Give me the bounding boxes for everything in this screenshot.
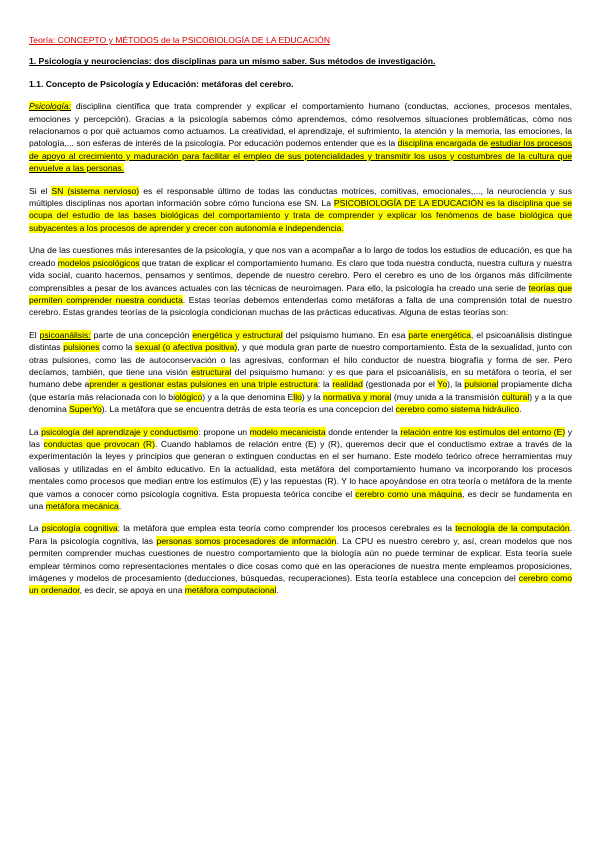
highlight: metáfora mecánica — [45, 501, 119, 511]
highlight: PSICOBIOLOGÍA DE LA EDUCACIÓN es la disciplina que se ocupa del estudio de las bases biológicas del comportamiento y trata de comprender y explicar los fenómenos de base biológica que subyacentes a los procesos de aprender y crecer con autonomía e independencia. — [29, 198, 572, 233]
text: ). La metáfora que se encuentra detrás de esta teoría es una concepcion del — [101, 404, 396, 415]
highlight: cerebro como un ordenador — [29, 573, 572, 596]
text: ), la — [447, 379, 465, 390]
text: y las — [29, 426, 573, 449]
highlight: modelos psicológicos — [57, 257, 140, 268]
highlight: ológico — [174, 391, 203, 402]
document-page — [29, 34, 572, 607]
text: disciplina científica que trata comprender y explicar el comportamiento humano (conductas, acciones, procesos mentales, emociones y percepción). Gracias a la psicología sabemos cómo aprendemos, cómo resolvemos situaciones problemáticas, cómo nos relacionamos o por qué actuamos como actuamos. La creatividad, el aprendizaje, el sufrimiento, la atención y la memoria, las emociones, la patología,... son esferas de interés de la psicología. Por educación podemos entender que es la — [29, 101, 572, 149]
highlight: disciplina encargada de — [397, 138, 491, 149]
paragraph-psicologia — [29, 100, 572, 174]
term-highlight: Psicología: — [29, 101, 72, 112]
highlight: psicología cognitiva — [41, 523, 118, 534]
text: . La CPU es nuestro cerebro y, así, crean modelos que nos permiten comprender muchas cuestiones de nuestro comportamiento que la biología aún no puede terminar de explicar. Esta teoría suele emplear términos como representaciones mentales o dice cosas como que en las operaciones de nuestra mente empleamos proposiciones, imágenes y modelos de procesamiento (deducciones, búsquedas, recuperaciones). Esta teoría establece una concepcion del — [29, 535, 572, 584]
text: . Para la psicología cognitiva, las — [29, 523, 572, 546]
text: que tratan de explicar el comportamiento humano. Es claro que toda nuestra conducta, nuestra cultura y nuestra vida social, cuanto hacemos, pensamos y sentimos, depende de nuestro cerebro. Pero el cerebro es uno de los órganos más difícilmente comprensibles a pesar de los avances actuales con las técnicas de neuroimagen. Para ello, la psicología ha creado una serie de — [29, 257, 572, 293]
highlight: prender a gestionar estas pulsiones en una triple estructura — [89, 379, 318, 390]
highlight-underlined: estudiar los procesos de apoyo al crecimiento y maduración para facilitar el empleo de sus potencialidades y transmitir los usos y costumbres de la cultura que envuelve a las personas. — [29, 138, 572, 174]
paragraph-conductismo — [29, 426, 572, 513]
text: : propone un — [198, 426, 250, 437]
highlight: cerebro como una máquina — [355, 488, 463, 499]
highlight: parte energética — [408, 329, 471, 340]
highlight: sexual (o afectiva positiva) — [135, 342, 238, 353]
text: parte de una concepción — [90, 329, 193, 340]
subsection-heading: 1.1. Concepto de Psicología y Educación: metáforas del cerebro. — [29, 78, 294, 89]
highlight: estructural — [191, 366, 232, 377]
highlight: metáfora computacional — [184, 585, 277, 596]
text: El — [29, 329, 40, 340]
highlight: llo — [293, 391, 302, 402]
highlight: teorías que permiten comprender nuestra conducta — [29, 282, 572, 305]
text: . Estas teorías debemos entenderlas como metáforas a falta de una comprensión total de nuestro cerebro. Estas grandes teorías de la psicología condicionan muchas de las prácticas educativas. Alguna de estas teorías son: — [29, 294, 572, 318]
text: del psiquismo humano: y es que para el psicoanálisis, en su metáfora o teoría, el ser humano debe a — [29, 366, 572, 390]
highlight: cultural — [501, 391, 530, 402]
paragraph-sistema-nervioso — [29, 185, 572, 235]
text: propiamente dicha (que estaría más relacionada con lo bi — [29, 379, 572, 402]
paragraph-cognitiva — [29, 522, 572, 596]
highlight: pulsiones — [63, 342, 100, 353]
highlight: relación entre los estímulos del entorno (E) — [400, 426, 566, 437]
highlight: Yo — [437, 379, 448, 390]
text: , y que modula gran parte de nuestro comportamiento. Ésta de la sexualidad, junto con otras pulsiones, como las de autoconservación o las agresivas, conforman el hilo conductor de nuestra biografía y forma de ser. Pero decíamos, también, que tiene una visión — [29, 342, 573, 377]
text: . Cuando hablamos de relación entre (E) y (R), queremos decir que el conductismo extrae a través de la experimentación la leyes y principios que generan o extinguen conductas en el ser humano. Este modelo teórico ofrece herramientas muy valiosas y utilizadas en el ámbito educativo. En la actualidad, esta metáfora del comportamiento humano va incorporando los procesos mentales como procesos que median entre los estímulos (E) y las repuestas (R). Y lo hace apoyándose en otra teoría o metáfora de la mente que vamos a conocer como psicología cognitiva. Esta propuesta teórica concibe el — [29, 438, 573, 499]
highlight: psicología del aprendizaje y conductismo — [41, 426, 199, 437]
highlight: psicoanálisis: — [39, 329, 91, 340]
text: como la — [99, 342, 136, 353]
text: (gestionada por el — [362, 379, 438, 390]
text: La — [29, 523, 42, 534]
paragraph-modelos — [29, 244, 572, 318]
text: . — [519, 404, 522, 415]
highlight: normativa y moral — [323, 391, 392, 402]
text: (muy unida a la transmisión — [391, 391, 502, 402]
text: Una de las cuestiones más interesantes de la psicología, y que nos van a acompañar a lo largo de todos los estudios de educación, es que ha creado — [29, 245, 572, 268]
document-title: Teoría: CONCEPTO y MÉTODOS de la PSICOBIOLOGÍA DE LA EDUCACIÓN — [29, 35, 331, 45]
text: : la metáfora que emplea esta teoría como comprender los procesos cerebrales es la — [117, 523, 456, 534]
text: ) y la — [301, 391, 324, 402]
text: ) y a la que denomina E — [202, 391, 294, 402]
section-heading: 1. Psicología y neurociencias: dos disciplinas para un mismo saber. Sus métodos de investigación. — [29, 56, 436, 67]
highlight: modelo mecanicista — [249, 426, 326, 437]
text: Si el — [29, 185, 52, 196]
text: donde entender la — [325, 426, 401, 437]
text: , es decir, se apoya en una — [79, 585, 185, 596]
highlight: realidad — [332, 379, 363, 390]
highlight: SuperYo — [69, 404, 102, 415]
text: : la — [317, 379, 333, 390]
text: ) y a la que denomina — [29, 391, 572, 415]
highlight: cerebro como sistema hidráulico — [395, 404, 520, 415]
highlight: energética y estructural — [192, 329, 283, 340]
text: . — [118, 501, 122, 511]
text: , es decir se fundamenta en una — [29, 488, 572, 511]
text: La — [29, 426, 42, 437]
highlight: conductas que provocan (R) — [43, 438, 155, 449]
text: , el psicoanálisis distingue distintas — [29, 329, 572, 353]
text: . — [276, 585, 279, 596]
highlight: SN (sistema nervioso) — [51, 185, 140, 196]
text: del psiquismo humano. En esa — [282, 329, 409, 340]
highlight: personas somos procesadores de información — [156, 535, 337, 546]
paragraph-psicoanalisis — [29, 329, 572, 416]
text: es el responsable último de todas las conductas motrices, comitivas, emocionales,..., la neurociencia y sus múltiples disciplinas nos aportan información sobre cómo funciona ese SN. La — [29, 185, 573, 209]
highlight: pulsional — [464, 379, 499, 390]
highlight: tecnología de la computación — [455, 523, 570, 534]
